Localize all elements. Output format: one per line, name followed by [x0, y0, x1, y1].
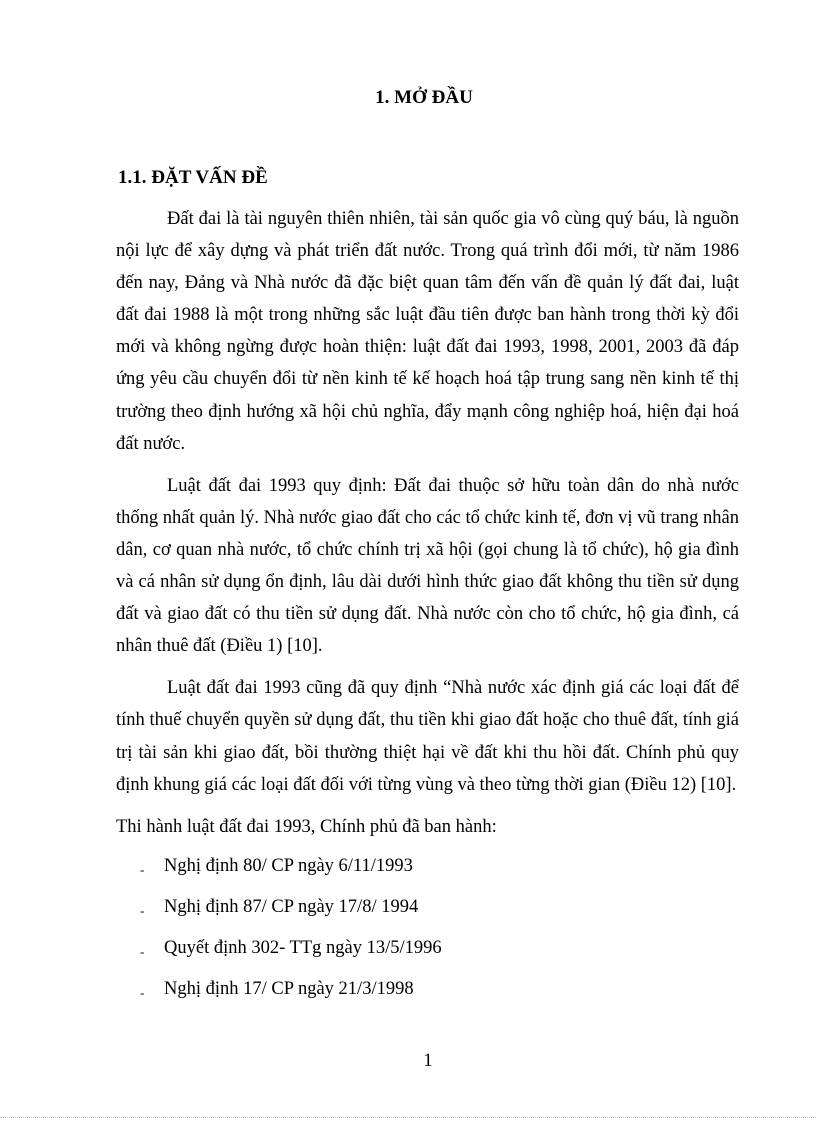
list-marker: - — [140, 861, 145, 877]
chapter-title: 1. MỞ ĐẦU — [375, 87, 473, 108]
list-item — [116, 894, 739, 921]
list-item-text: Nghị định 17/ CP ngày 21/3/1998 — [164, 978, 414, 999]
decree-list — [116, 853, 739, 1003]
list-item-text: Nghị định 87/ CP ngày 17/8/ 1994 — [164, 896, 419, 917]
section-title: 1.1. ĐẶT VẤN ĐỀ — [118, 167, 268, 188]
list-item-text: Nghị định 80/ CP ngày 6/11/1993 — [164, 855, 413, 876]
body-text — [116, 203, 739, 1017]
list-marker: - — [140, 943, 145, 959]
intro-line: Thi hành luật đất đai 1993, Chính phủ đã ban hành: — [116, 816, 497, 837]
page-footer-divider — [0, 1117, 816, 1118]
list-marker: - — [140, 902, 145, 918]
list-marker: - — [140, 984, 145, 1000]
list-item — [116, 976, 739, 1003]
list-item-text: Quyết định 302- TTg ngày 13/5/1996 — [164, 937, 442, 958]
paragraph-land-law-1993: Luật đất đai 1993 quy định: Đất đai thuộc sở hữu toàn dân do nhà nước thống nhất quản lý. Nhà nước giao đất cho các tổ chức kinh tế, đơn vị vũ trang nhân dân, cơ quan nhà nước, tổ chức chính trị xã hội (gọi chung là tổ chức), hộ gia đình và cá nhân sử dụng ổn định, lâu dài dưới hình thức giao đất không thu tiền sử dụng đất và giao đất có thu tiền sử dụng đất. Nhà nước còn cho tổ chức, hộ gia đình, cá nhân thuê đất (Điều 1) [10]. — [116, 475, 739, 657]
page-number: 1 — [423, 1050, 433, 1071]
list-item — [116, 935, 739, 962]
paragraph-land-resources: Đất đai là tài nguyên thiên nhiên, tài sản quốc gia vô cùng quý báu, là nguồn nội lực để xây dựng và phát triển đất nước. Trong quá trình đổi mới, từ năm 1986 đến nay, Đảng và Nhà nước đã đặc biệt quan tâm đến vấn đề quản lý đất đai, luật đất đai 1988 là một trong những sắc luật đầu tiên được ban hành trong thời kỳ đổi mới và không ngừng được hoàn thiện: luật đất đai 1993, 1998, 2001, 2003 đã đáp ứng yêu cầu chuyển đổi từ nền kinh tế kế hoạch hoá tập trung sang nền kinh tế thị trường theo định hướng xã hội chủ nghĩa, đẩy mạnh công nghiệp hoá, hiện đại hoá đất nước. — [116, 209, 739, 454]
list-item — [116, 853, 739, 880]
paragraph-land-pricing: Luật đất đai 1993 cũng đã quy định “Nhà nước xác định giá các loại đất để tính thuế chuyển quyền sử dụng đất, thu tiền khi giao đất hoặc cho thuê đất, tính giá trị tài sản khi giao đất, bồi thường thiệt hại về đất khi thu hồi đất. Chính phủ quy định khung giá các loại đất đối với từng vùng và theo từng thời gian (Điều 12) [10]. — [116, 678, 739, 795]
